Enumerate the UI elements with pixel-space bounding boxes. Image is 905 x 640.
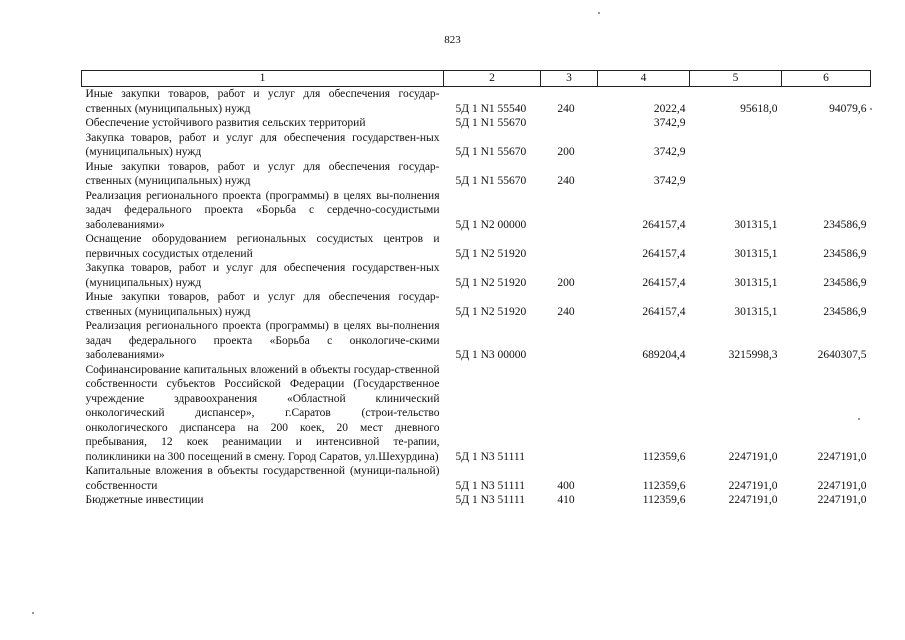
row-value-2020: 3742,9 bbox=[653, 117, 686, 129]
row-name: Оснащение оборудованием региональных сосудистых центров и первичных сосудистых отделений bbox=[85, 233, 440, 260]
table-row bbox=[82, 189, 871, 233]
row-value-2021: 301315,1 bbox=[734, 305, 778, 318]
row-name: Бюджетные инвестиции bbox=[85, 494, 204, 506]
header-col-4: 4 bbox=[598, 71, 690, 87]
row-value-2020: 264157,4 bbox=[642, 247, 686, 260]
row-expense-type: 240 bbox=[557, 305, 575, 318]
header-col-3: 3 bbox=[541, 71, 598, 87]
row-value-2022: 234586,9 bbox=[823, 276, 867, 289]
row-name: Иные закупки товаров, работ и услуг для обеспечения государ-ственных (муниципальных) нужд bbox=[85, 291, 440, 318]
row-code: 5Д 1 N1 55670 bbox=[455, 117, 527, 129]
header-col-1: 1 bbox=[82, 71, 444, 87]
row-code: 5Д 1 N3 51111 bbox=[455, 494, 525, 506]
row-value-2022: 2247191,0 bbox=[817, 450, 867, 463]
row-value-2022 bbox=[782, 131, 871, 160]
row-value-2021 bbox=[690, 116, 782, 131]
row-name: Иные закупки товаров, работ и услуг для обеспечения государ-ственных (муниципальных) нужд bbox=[85, 88, 440, 115]
row-expense-type: 200 bbox=[557, 146, 575, 158]
row-expense-type: 240 bbox=[557, 175, 575, 187]
row-value-2022: 234586,9 bbox=[823, 247, 867, 260]
row-name: Обеспечение устойчивого развития сельских территорий bbox=[85, 117, 366, 129]
table-row bbox=[82, 290, 871, 319]
table-row bbox=[82, 160, 871, 189]
row-code: 5Д 1 N1 55670 bbox=[455, 146, 527, 158]
scan-speck bbox=[32, 612, 34, 614]
header-col-6: 6 bbox=[782, 71, 871, 87]
row-value-2020: 264157,4 bbox=[642, 276, 686, 289]
row-name: Иные закупки товаров, работ и услуг для обеспечения государ-ственных (муниципальных) нужд bbox=[85, 160, 440, 187]
row-expense-type bbox=[541, 319, 598, 363]
row-value-2022: 2640307,5 bbox=[817, 349, 867, 361]
table-row bbox=[82, 131, 871, 160]
page-number: 823 bbox=[444, 34, 461, 46]
table-row bbox=[82, 87, 871, 117]
row-expense-type: 240 bbox=[557, 102, 575, 115]
table-row bbox=[82, 464, 871, 493]
table-row bbox=[82, 116, 871, 131]
row-name: Закупка товаров, работ и услуг для обеспечения государствен-ных (муниципальных) нужд bbox=[85, 131, 440, 158]
budget-table bbox=[81, 70, 871, 508]
row-code: 5Д 1 N2 51920 bbox=[455, 276, 527, 289]
row-value-2020: 3742,9 bbox=[653, 175, 686, 187]
row-value-2021: 95618,0 bbox=[740, 102, 778, 115]
row-name: Реализация регионального проекта (программы) в целях вы-полнения задач федерального проекта «Борьба с сердечно-сосудистыми заболеваниями» bbox=[85, 189, 440, 231]
row-value-2021: 301315,1 bbox=[734, 218, 778, 231]
row-value-2021: 2247191,0 bbox=[728, 479, 778, 492]
row-value-2022: 234586,9 bbox=[823, 218, 867, 231]
row-name: Закупка товаров, работ и услуг для обеспечения государствен-ных (муниципальных) нужд bbox=[85, 262, 440, 289]
table-row bbox=[82, 261, 871, 290]
scan-speck bbox=[870, 108, 872, 110]
row-value-2022: 2247191,0 bbox=[817, 494, 867, 506]
row-value-2020: 112359,6 bbox=[642, 494, 686, 506]
table-row bbox=[82, 363, 871, 465]
row-value-2022: 94079,6 bbox=[829, 102, 867, 115]
row-value-2020: 3742,9 bbox=[653, 146, 686, 158]
row-expense-type bbox=[541, 189, 598, 233]
row-value-2022 bbox=[782, 116, 871, 131]
row-value-2021: 301315,1 bbox=[734, 276, 778, 289]
row-value-2020: 264157,4 bbox=[642, 305, 686, 318]
header-col-2: 2 bbox=[444, 71, 541, 87]
row-value-2020: 689204,4 bbox=[642, 349, 686, 361]
scan-speck bbox=[858, 418, 860, 420]
row-expense-type bbox=[541, 116, 598, 131]
row-value-2020: 2022,4 bbox=[653, 102, 686, 115]
header-row bbox=[82, 71, 871, 87]
row-code: 5Д 1 N1 55540 bbox=[455, 102, 527, 115]
row-code: 5Д 1 N3 00000 bbox=[455, 349, 527, 361]
header-col-5: 5 bbox=[690, 71, 782, 87]
row-code: 5Д 1 N2 51920 bbox=[455, 305, 527, 318]
row-value-2021: 301315,1 bbox=[734, 247, 778, 260]
table-row bbox=[82, 319, 871, 363]
row-expense-type bbox=[541, 232, 598, 261]
row-expense-type: 200 bbox=[557, 276, 575, 289]
row-value-2021 bbox=[690, 131, 782, 160]
row-value-2021: 3215998,3 bbox=[728, 349, 778, 361]
table-row bbox=[82, 493, 871, 508]
row-value-2021: 2247191,0 bbox=[728, 450, 778, 463]
row-value-2021 bbox=[690, 160, 782, 189]
row-value-2020: 264157,4 bbox=[642, 218, 686, 231]
row-value-2020: 112359,6 bbox=[642, 479, 686, 492]
row-value-2020: 112359,6 bbox=[642, 450, 686, 463]
row-code: 5Д 1 N1 55670 bbox=[455, 175, 527, 187]
row-value-2022: 2247191,0 bbox=[817, 479, 867, 492]
row-value-2021: 2247191,0 bbox=[728, 494, 778, 506]
row-name: Реализация регионального проекта (программы) в целях вы-полнения задач федерального проекта «Борьба с онкологиче-скими заболеваниями» bbox=[85, 320, 440, 361]
table-row bbox=[82, 232, 871, 261]
row-value-2022 bbox=[782, 160, 871, 189]
row-name: Капитальные вложения в объекты государственной (муници-пальной) собственности bbox=[85, 465, 440, 492]
row-expense-type: 400 bbox=[557, 479, 575, 492]
row-code: 5Д 1 N3 51111 bbox=[455, 450, 525, 463]
row-name: Софинансирование капитальных вложений в объекты государ-ственной собственности субъектов Российской Федерации (Государственное учреждение здравоохранения «Областной клинический онкологический диспансер», г.Саратов (строи-тельство онкологического диспансера на 200 коек, 20 мест дневного пребывания, 12 коек реанимации и интенсивной те-рапии, поликлиники на 300 посещений в смену. Город Саратов, ул.Шехурдина) bbox=[85, 363, 440, 463]
row-code: 5Д 1 N2 51920 bbox=[455, 247, 527, 260]
row-expense-type bbox=[541, 363, 598, 465]
row-value-2022: 234586,9 bbox=[823, 305, 867, 318]
scan-speck bbox=[598, 12, 600, 14]
row-code: 5Д 1 N3 51111 bbox=[455, 479, 525, 492]
row-code: 5Д 1 N2 00000 bbox=[455, 218, 527, 231]
row-expense-type: 410 bbox=[557, 494, 575, 506]
